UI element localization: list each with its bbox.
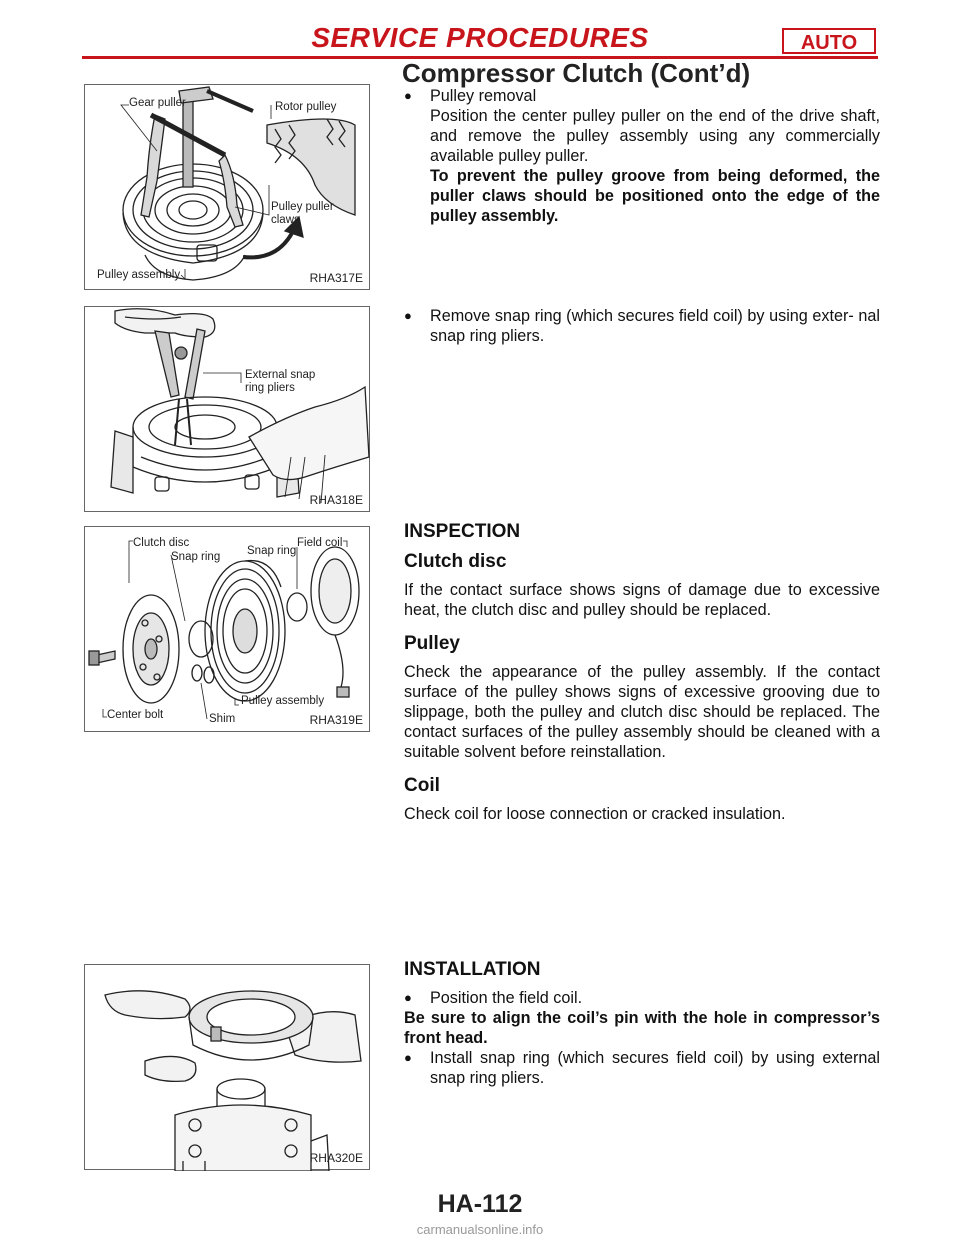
coil-body: Check coil for loose connection or cracked insulation. (404, 805, 786, 823)
pulley-removal-title: Pulley removal (430, 87, 537, 105)
illustration-field-coil-installation (85, 965, 371, 1171)
figure-code: RHA319E (309, 713, 363, 727)
coil-heading: Coil (404, 775, 440, 796)
watermark: carmanualsonline.info (416, 1222, 544, 1237)
bullet-icon: ● (404, 990, 412, 1005)
header-title: SERVICE PROCEDURES (311, 22, 649, 53)
section-title: Compressor Clutch (Cont’d) (402, 58, 751, 88)
clutch-disc-body: If the contact surface shows signs of damage due to excessive heat, the clutch disc and pulley should be replaced. (404, 581, 880, 619)
label-clutch-disc: Clutch disc (133, 537, 190, 549)
figure-code: RHA320E (309, 1151, 363, 1165)
pulley-removal-block (404, 86, 880, 226)
bullet-icon: ● (404, 88, 412, 103)
figure-pulley-removal (84, 84, 370, 290)
inspection-heading: INSPECTION (404, 521, 521, 542)
inspection-block (404, 522, 880, 824)
label-pulley-assembly: Pulley assembly (97, 269, 181, 281)
page-number: HA-112 (437, 1190, 523, 1218)
pulley-removal-body: Position the center pulley puller on the end of the drive shaft, and remove the pulley assembly using any commercially available pulley puller. (430, 107, 880, 165)
label-shim: Shim (209, 713, 236, 725)
bullet-icon: ● (404, 1050, 412, 1065)
label-snap-ring: Snap ring (171, 551, 221, 563)
label-pulley-assembly: Pulley assembly (241, 695, 325, 707)
figure-exploded-view (84, 526, 370, 732)
figure-code: RHA317E (309, 271, 363, 285)
figure-installation (84, 964, 370, 1170)
label-field-coil: Field coil (297, 537, 343, 549)
label-rotor-pulley: Rotor pulley (275, 101, 337, 113)
snap-ring-removal-block (404, 306, 880, 346)
installation-step2: Install snap ring (which secures field coil) by using external snap ring pliers. (430, 1049, 880, 1087)
installation-step1: Position the field coil. (430, 989, 583, 1007)
header-badge: AUTO (782, 28, 876, 54)
illustration-pulley-puller (85, 85, 371, 291)
label-pulley-puller-claws: Pulley puller claws (271, 201, 334, 226)
snap-ring-removal-text: Remove snap ring (which secures field coil) by using exter- nal snap ring pliers. (430, 307, 880, 345)
installation-heading: INSTALLATION (404, 959, 541, 980)
pulley-removal-warning: To prevent the pulley groove from being deformed, the puller claws should be positioned onto the edge of the pulley assembly. (430, 167, 880, 225)
installation-warning: Be sure to align the coil’s pin with the hole in compressor’s front head. (404, 1009, 880, 1047)
pulley-body: Check the appearance of the pulley assembly. If the contact surface of the pulley shows signs of excessive grooving due to slippage, both the pulley and clutch disc should be replaced. The contact surfaces of the pulley assembly should be cleaned with a suitable solvent before reinstallation. (404, 663, 880, 761)
clutch-disc-heading: Clutch disc (404, 551, 507, 572)
label-snap-ring: Snap ring (247, 545, 297, 557)
illustration-snap-ring-pliers (85, 307, 371, 513)
label-gear-puller: Gear puller (129, 97, 186, 109)
figure-code: RHA318E (309, 493, 363, 507)
pulley-heading: Pulley (404, 633, 460, 654)
label-external-snap-ring-pliers: External snap ring pliers (245, 369, 316, 394)
installation-block (404, 960, 880, 1088)
bullet-icon: ● (404, 308, 412, 323)
figure-snap-ring-removal (84, 306, 370, 512)
illustration-clutch-exploded (85, 527, 371, 733)
label-center-bolt: Center bolt (107, 709, 164, 721)
